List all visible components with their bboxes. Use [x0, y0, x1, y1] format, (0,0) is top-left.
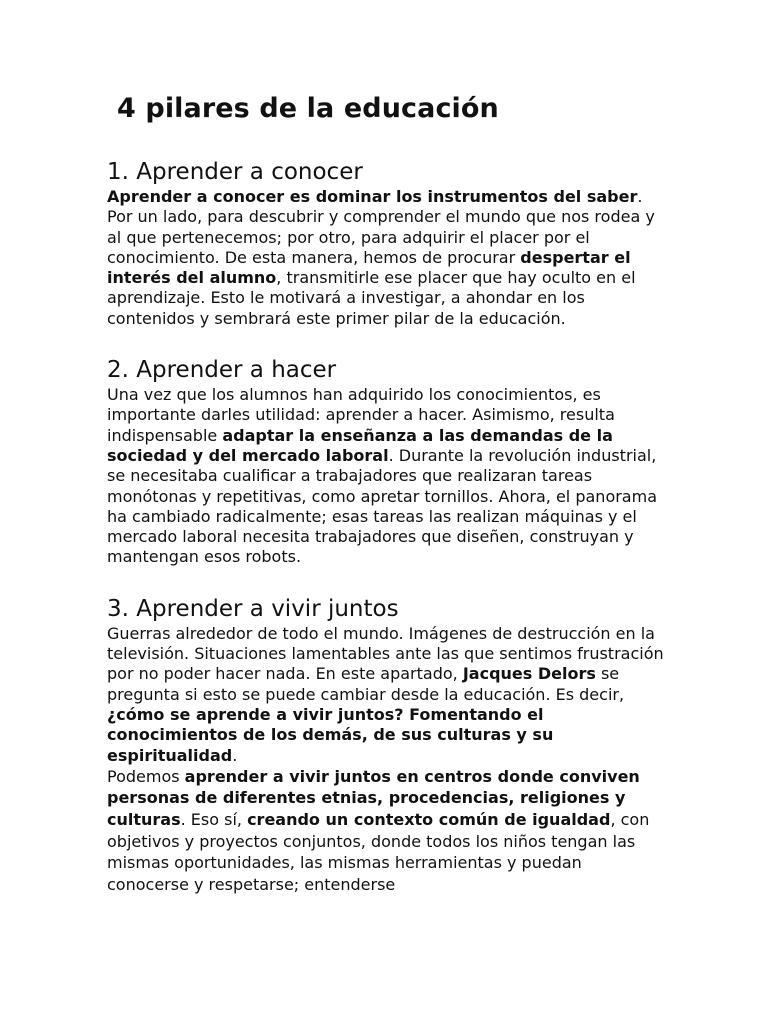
bold-run: ¿cómo se aprende a vivir juntos? Fomentando el conocimientos de los demás, de sus culturas y su espiritualidad: [107, 704, 554, 765]
text-run: Podemos: [107, 766, 185, 786]
section-3-paragraph-1: [107, 624, 668, 766]
document-title: 4 pilares de la educación: [117, 93, 499, 124]
text-run: . Por un lado, para descubrir y comprender el mundo que nos rodea y al que pertenecemos; por otro, para adquirir el placer por el conocimiento. De esta manera, hemos de procurar: [107, 187, 655, 267]
section-2-paragraph: [107, 385, 668, 568]
text-run: . Eso sí,: [180, 810, 248, 830]
section-1-paragraph: [107, 187, 668, 329]
bold-run: aprender a vivir juntos en centros donde conviven personas de diferentes etnias, procedencias, religiones y culturas: [107, 766, 640, 830]
bold-run: Jacques Delors: [462, 664, 596, 684]
text-run: .: [232, 745, 238, 765]
text-run: Una vez que los alumnos han adquirido los conocimientos, es importante darles utilidad: aprender a hacer. Asimismo, resulta indispensable: [107, 385, 615, 445]
text-run: , transmitirle ese placer que hay oculto en el aprendizaje. Esto le motivará a investigar, a ahondar en los contenidos y sembrará este primer pilar de la educación.: [107, 268, 636, 328]
section-heading-2: 2. Aprender a hacer: [107, 357, 337, 384]
section-heading-1: 1. Aprender a conocer: [107, 159, 363, 185]
section-3-paragraph-2: [107, 766, 668, 896]
text-run: Guerras alrededor de todo el mundo. Imágenes de destrucción en la televisión. Situaciones lamentables ante las que sentimos frustración por no poder hacer nada. En este apartado,: [107, 623, 664, 684]
text-run: , con objetivos y proyectos conjuntos, donde todos los niños tengan las mismas oportunidades, las mismas herramientas y puedan conocerse y respetarse; entenderse: [107, 810, 650, 894]
section-heading-3: 3. Aprender a vivir juntos: [107, 595, 399, 622]
bold-run: despertar el interés del alumno: [107, 247, 631, 288]
bold-run: Aprender a conocer es dominar los instrumentos del saber: [107, 187, 638, 206]
text-run: se pregunta si esto se puede cambiar desde la educación. Es decir,: [107, 664, 625, 704]
bold-run: adaptar la enseñanza a las demandas de la sociedad y del mercado laboral: [107, 425, 613, 465]
text-run: . Durante la revolución industrial, se necesitaba cualificar a trabajadores que realizaran tareas monótonas y repetitivas, como apretar tornillos. Ahora, el panorama ha cambiado radicalmente; esas tareas las realizan máquinas y el mercado laboral necesita trabajadores que diseñen, construyan y mantengan esos robots.: [107, 445, 657, 567]
bold-run: creando un contexto común de igualdad: [247, 810, 611, 830]
